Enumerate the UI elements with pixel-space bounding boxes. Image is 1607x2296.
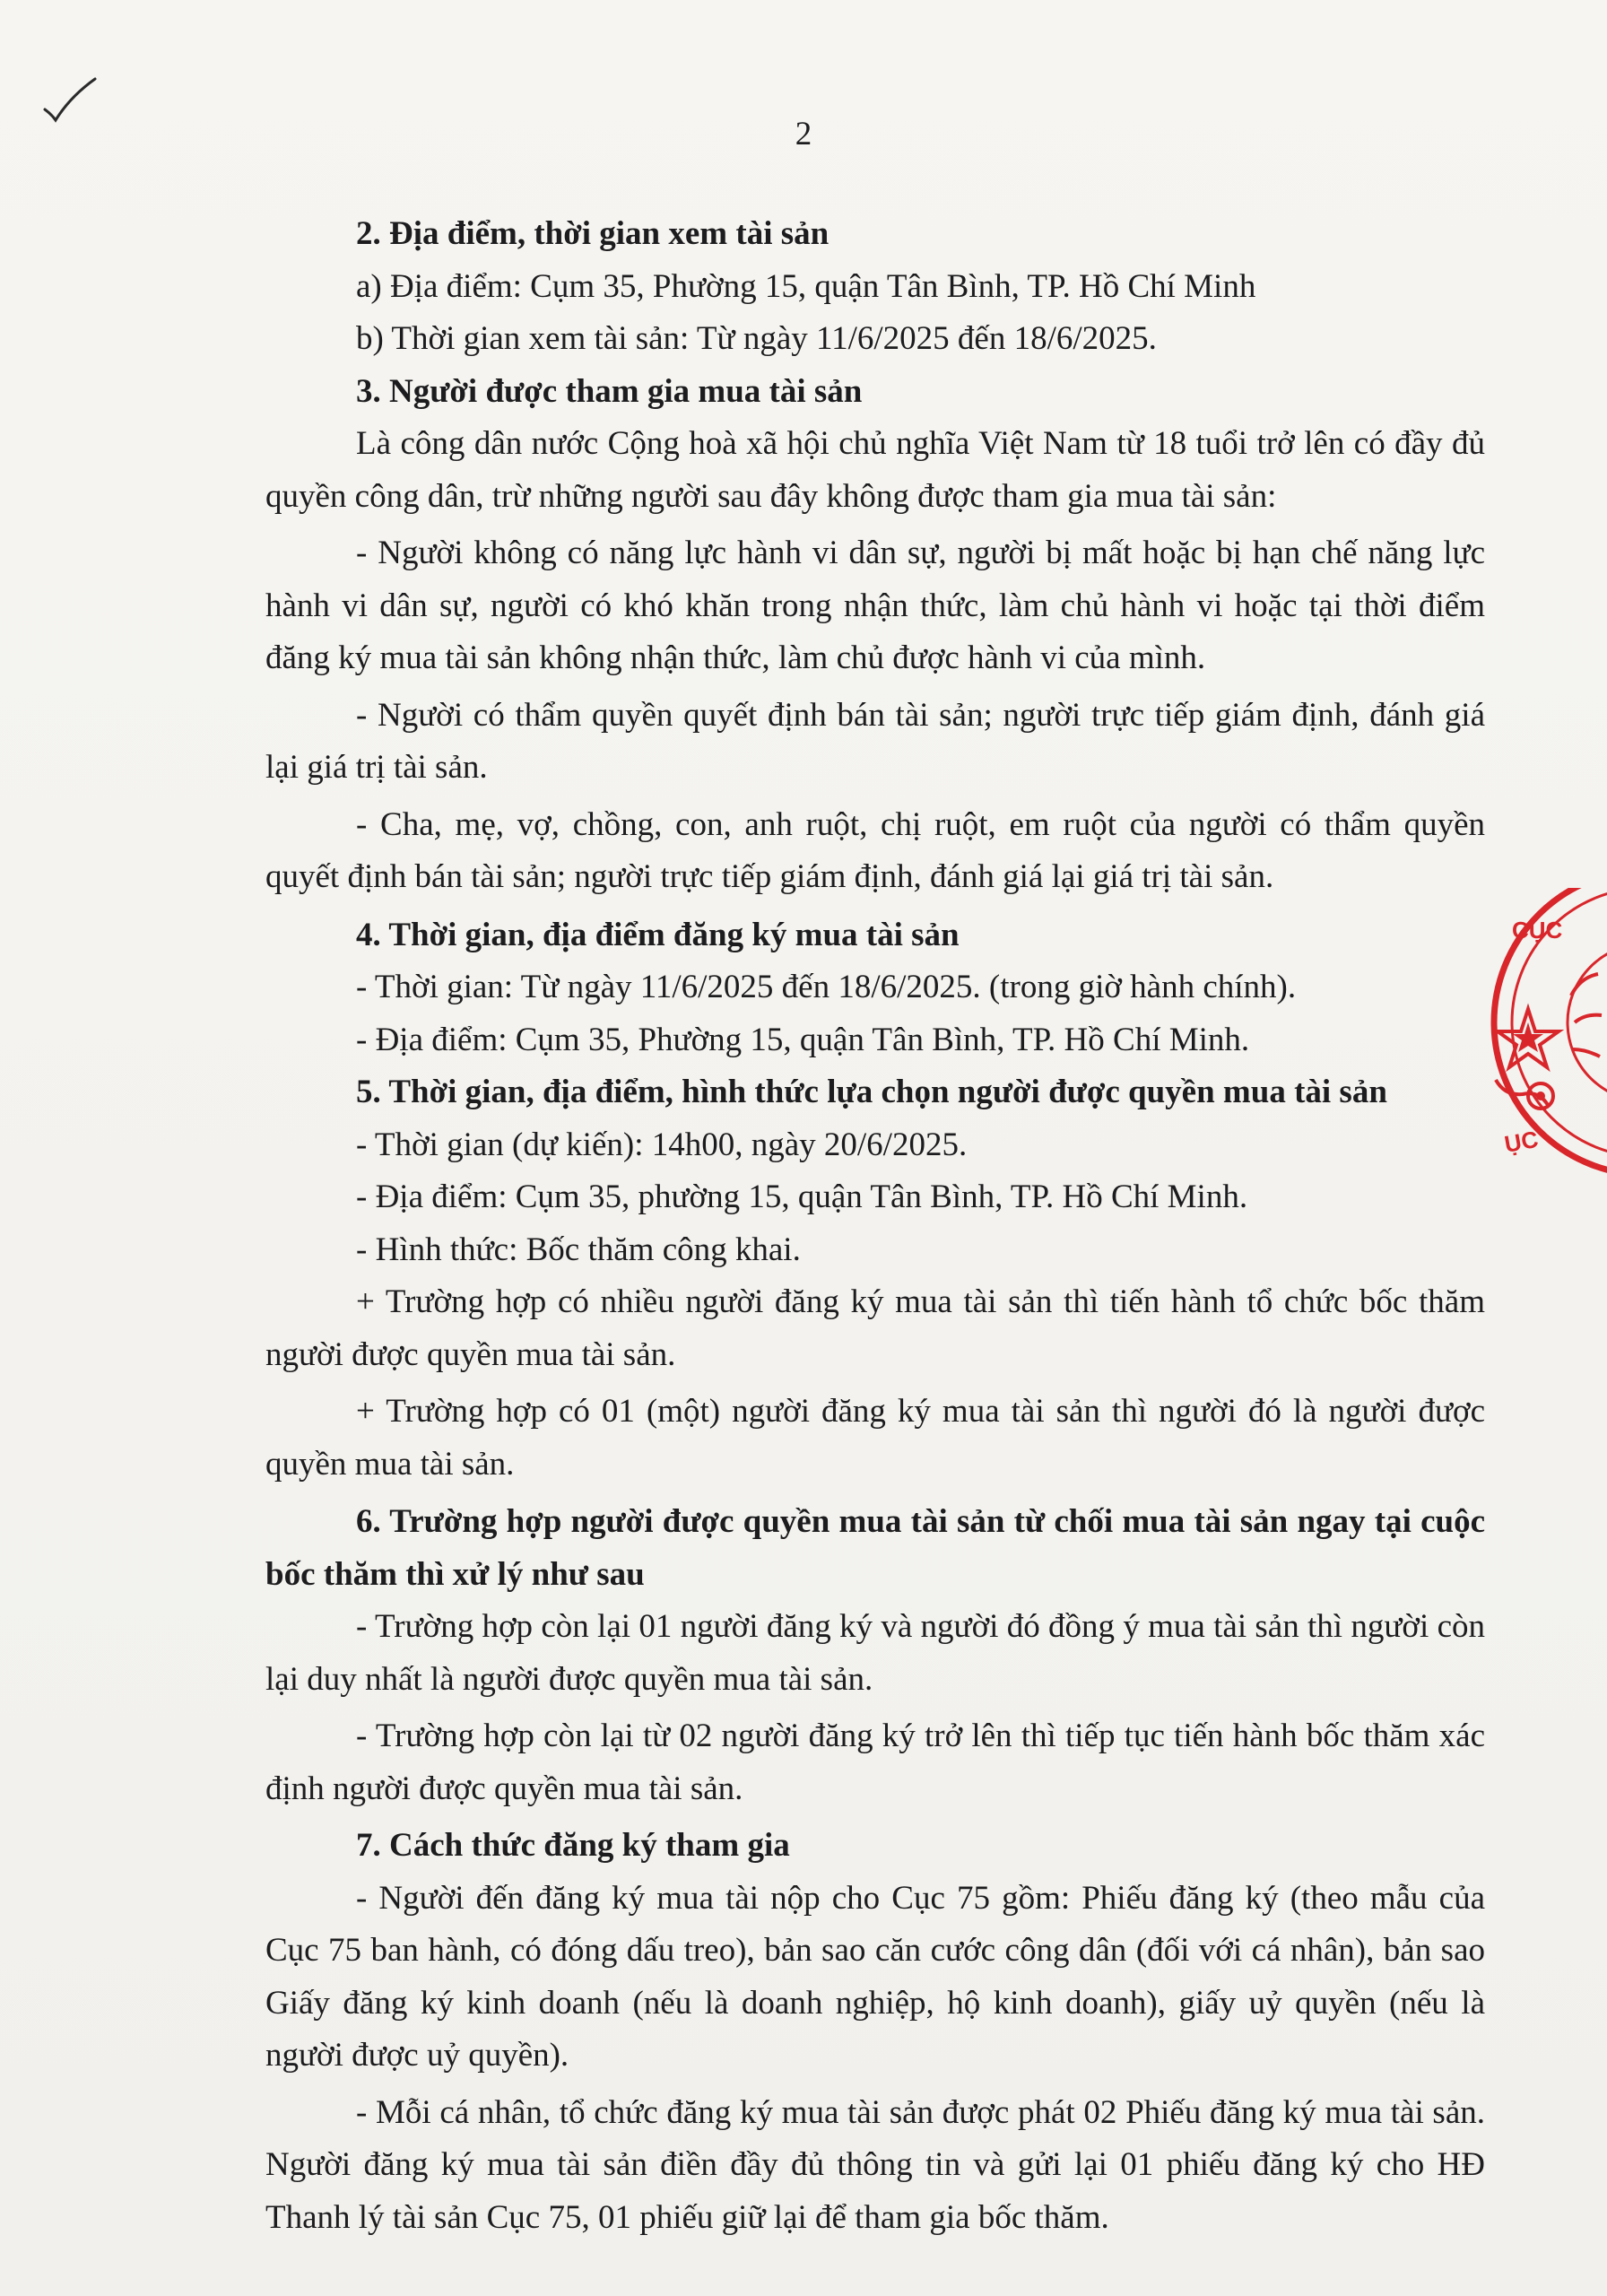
section-paragraph: - Cha, mẹ, vợ, chồng, con, anh ruột, chị ruột, em ruột của người có thẩm quyền quyết định bán tài sản; người trực tiếp giám định, đánh giá lại giá trị tài sản. [265,805,1485,895]
section-line: - Thời gian: Từ ngày 11/6/2025 đến 18/6/2025. (trong giờ hành chính). [356,969,1297,1005]
section-paragraph: Là công dân nước Cộng hoà xã hội chủ nghĩa Việt Nam từ 18 tuổi trở lên có đầy đủ quyền công dân, trừ những người sau đây không được tham gia mua tài sản: [265,425,1485,515]
section-line: b) Thời gian xem tài sản: Từ ngày 11/6/2025 đến 18/6/2025. [356,320,1157,357]
page-number: 2 [795,116,812,152]
section-paragraph: - Mỗi cá nhân, tổ chức đăng ký mua tài sản được phát 02 Phiếu đăng ký mua tài sản. Người đăng ký mua tài sản điền đầy đủ thông tin và gửi lại 01 phiếu đăng ký cho HĐ Thanh lý tài sản Cục 75, 01 phiếu giữ lại để tham gia bốc thăm. [265,2093,1485,2236]
section-paragraph: + Trường hợp có nhiều người đăng ký mua tài sản thì tiến hành tổ chức bốc thăm người được quyền mua tài sản. [265,1283,1485,1373]
section-line: - Thời gian (dự kiến): 14h00, ngày 20/6/2025. [356,1126,968,1163]
section-heading: 5. Thời gian, địa điểm, hình thức lựa chọn người được quyền mua tài sản [356,1074,1387,1110]
official-seal-stamp [1485,888,1607,1202]
section-line: - Địa điểm: Cụm 35, phường 15, quận Tân Bình, TP. Hồ Chí Minh. [356,1178,1248,1215]
section-paragraph: - Trường hợp còn lại 01 người đăng ký và người đó đồng ý mua tài sản thì người còn lại duy nhất là người được quyền mua tài sản. [265,1608,1485,1698]
section-line: a) Địa điểm: Cụm 35, Phường 15, quận Tân Bình, TP. Hồ Chí Minh [356,267,1256,305]
section-paragraph: - Người có thẩm quyền quyết định bán tài sản; người trực tiếp giám định, đánh giá lại giá trị tài sản. [265,696,1485,786]
section-line: - Địa điểm: Cụm 35, Phường 15, quận Tân Bình, TP. Hồ Chí Minh. [356,1021,1250,1058]
seal-text-top: CỤC [1512,917,1563,944]
section-paragraph: - Người không có năng lực hành vi dân sự, người bị mất hoặc bị hạn chế năng lực hành vi dân sự, người có khó khăn trong nhận thức, làm chủ hành vi hoặc tại thời điểm đăng ký mua tài sản không nhận thức, làm chủ được hành vi của mình. [265,535,1485,676]
section-heading: 3. Người được tham gia mua tài sản [356,372,863,410]
section-paragraph: - Người đến đăng ký mua tài nộp cho Cục 75 gồm: Phiếu đăng ký (theo mẫu của Cục 75 ban hành, có đóng dấu treo), bản sao căn cước công dân (đối với cá nhân), bản sao Giấy đăng ký kinh doanh (nếu là doanh nghiệp, hộ kinh doanh), giấy uỷ quyền (nếu là người được uỷ quyền). [265,1879,1485,2074]
document-body [265,208,1485,2248]
section-paragraph: + Trường hợp có 01 (một) người đăng ký mua tài sản thì người đó là người được quyền mua tài sản. [265,1393,1485,1483]
section-line: - Hình thức: Bốc thăm công khai. [356,1231,801,1268]
section-paragraph: - Trường hợp còn lại từ 02 người đăng ký trở lên thì tiếp tục tiến hành bốc thăm xác định người được quyền mua tài sản. [265,1718,1485,1807]
section-heading: 6. Trường hợp người được quyền mua tài sản từ chối mua tài sản ngay tại cuộc bốc thăm thì xử lý như sau [265,1503,1485,1593]
seal-text-bottom: ỤC [1502,1125,1541,1158]
section-heading: 2. Địa điểm, thời gian xem tài sản [356,215,830,252]
section-heading: 7. Cách thức đăng ký tham gia [356,1827,790,1864]
section-heading: 4. Thời gian, địa điểm đăng ký mua tài sản [356,916,960,953]
